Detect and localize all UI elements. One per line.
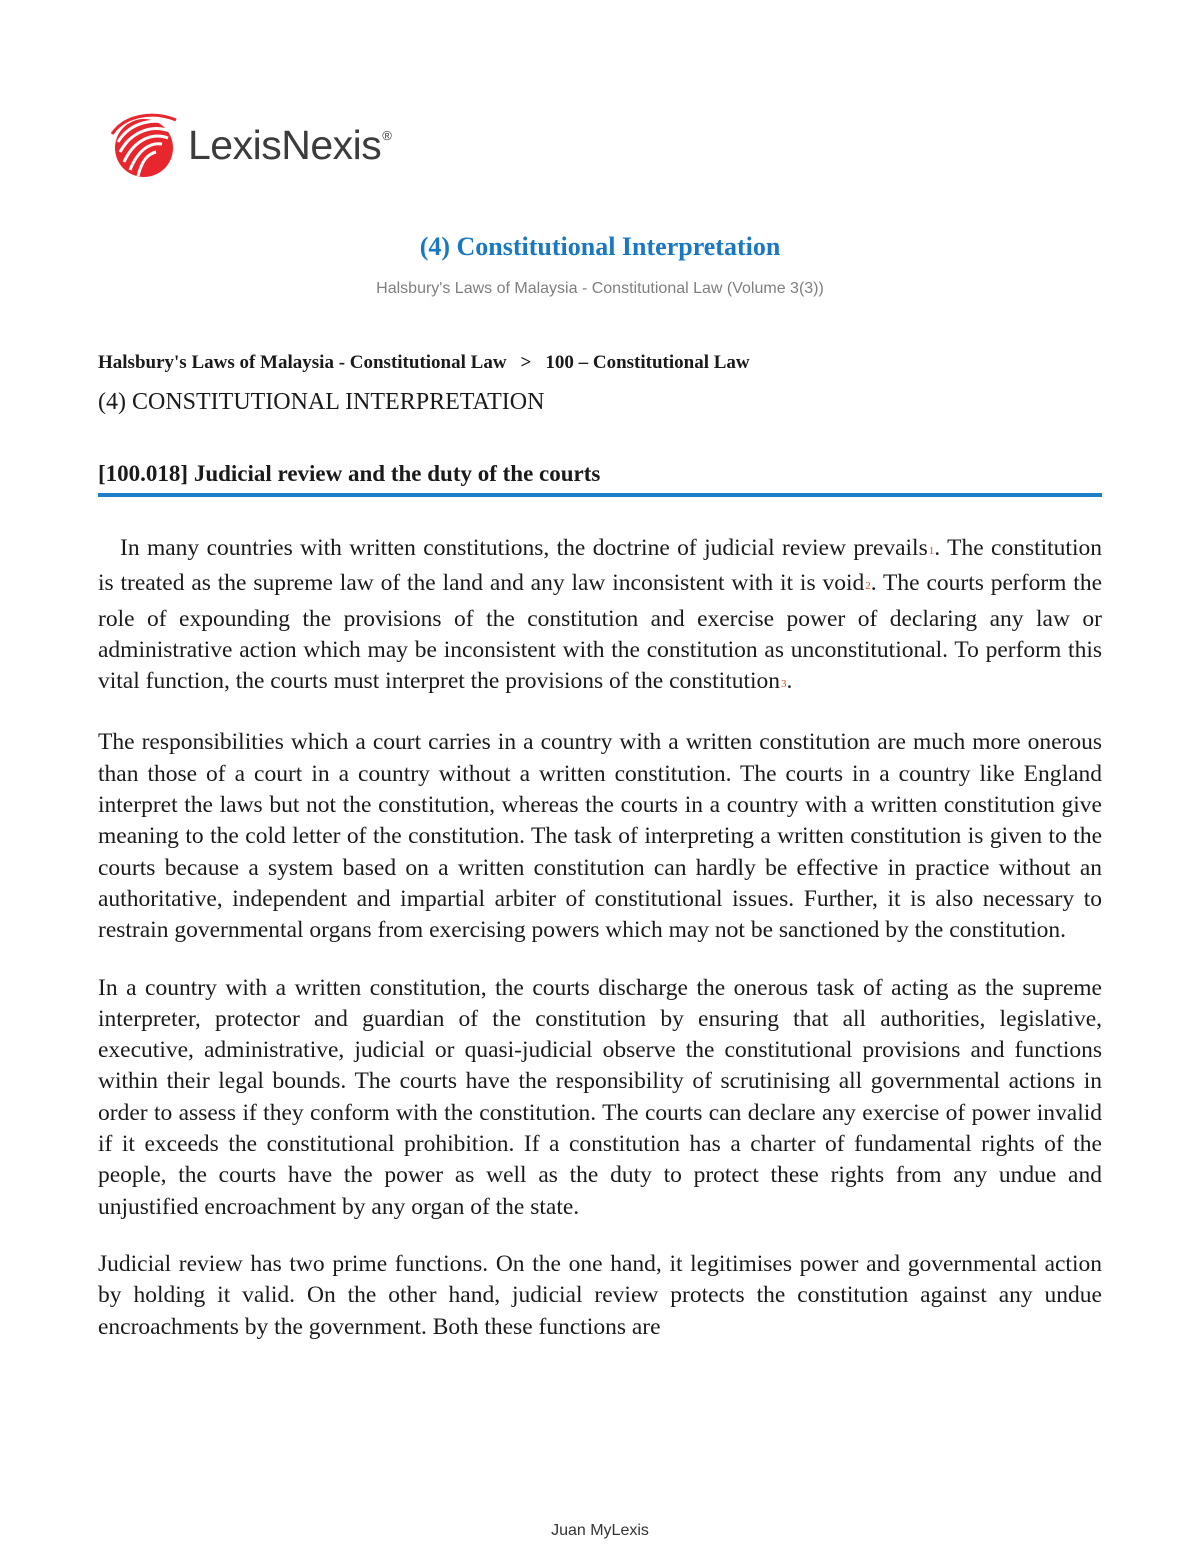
lexisnexis-logo xyxy=(108,112,391,178)
paragraph-4: Judicial review has two prime functions. On the one hand, it legitimises power and governmental action by holding it valid. On the other hand, judicial review protects the constitution against any undue encroachments by the government. Both these functions are xyxy=(98,1250,1102,1340)
document-body xyxy=(98,533,1102,1369)
document-title: (4) Constitutional Interpretation xyxy=(419,232,781,261)
section-caps-title: (4) CONSTITUTIONAL INTERPRETATION xyxy=(98,389,545,415)
paragraph-3: In a country with a written constitution, the courts discharge the onerous task of acting as the supreme interpreter, protector and guardian of the constitution by ensuring that all authorities, legislative, executive, administrative, judicial or quasi-judicial observe the constitutional provisions and functions within their legal bounds. The courts have the responsibility of scrutinising all governmental actions in order to assess if they conform with the constitution. The courts can declare any exercise of power invalid if it exceeds the constitutional prohibition. If a constitution has a charter of fundamental rights of the people, the courts have the power as well as the duty to protect these rights from any undue and unjustified encroachment by any organ of the state. xyxy=(98,974,1102,1220)
footnote-link-3[interactable]: 3 xyxy=(781,678,787,691)
footnote-link-2[interactable]: 2 xyxy=(865,580,871,593)
logo-wordmark: LexisNexis® xyxy=(188,121,392,168)
paragraph-1: In many countries with written constitutions, the doctrine of judicial review prevails1. The constitution is treated as the supreme law of the land and any law inconsistent with it is void2. The courts perform the role of expounding the provisions of the constitution and exercise power of declaring any law or administrative action which may be inconsistent with the constitution as unconstitutional. To perform this vital function, the courts must interpret the provisions of the constitution3. xyxy=(98,535,1102,695)
lexisnexis-globe-icon xyxy=(108,112,178,178)
breadcrumb-parent[interactable]: Halsbury's Laws of Malaysia - Constitutional Law xyxy=(98,352,507,373)
breadcrumb-separator: > xyxy=(520,352,532,373)
document-subtitle: Halsbury's Laws of Malaysia - Constitutional Law (Volume 3(3)) xyxy=(376,280,824,297)
section-heading: [100.018] Judicial review and the duty of the courts xyxy=(98,461,1102,497)
breadcrumb xyxy=(98,352,750,374)
footnote-link-1[interactable]: 1 xyxy=(928,545,935,557)
breadcrumb-current[interactable]: 100 – Constitutional Law xyxy=(545,352,750,373)
page-footer: Juan MyLexis xyxy=(551,1522,649,1539)
paragraph-2: The responsibilities which a court carries in a country with a written constitution are much more onerous than those of a court in a country without a written constitution. The courts in a country like England interpret the laws but not the constitution, whereas the courts in a country with a written constitution give meaning to the cold letter of the constitution. The task of interpreting a written constitution is given to the courts because a system based on a written constitution can hardly be effective in practice without an authoritative, independent and impartial arbiter of constitutional issues. Further, it is also necessary to restrain governmental organs from exercising powers which may not be sanctioned by the constitution. xyxy=(98,729,1102,944)
